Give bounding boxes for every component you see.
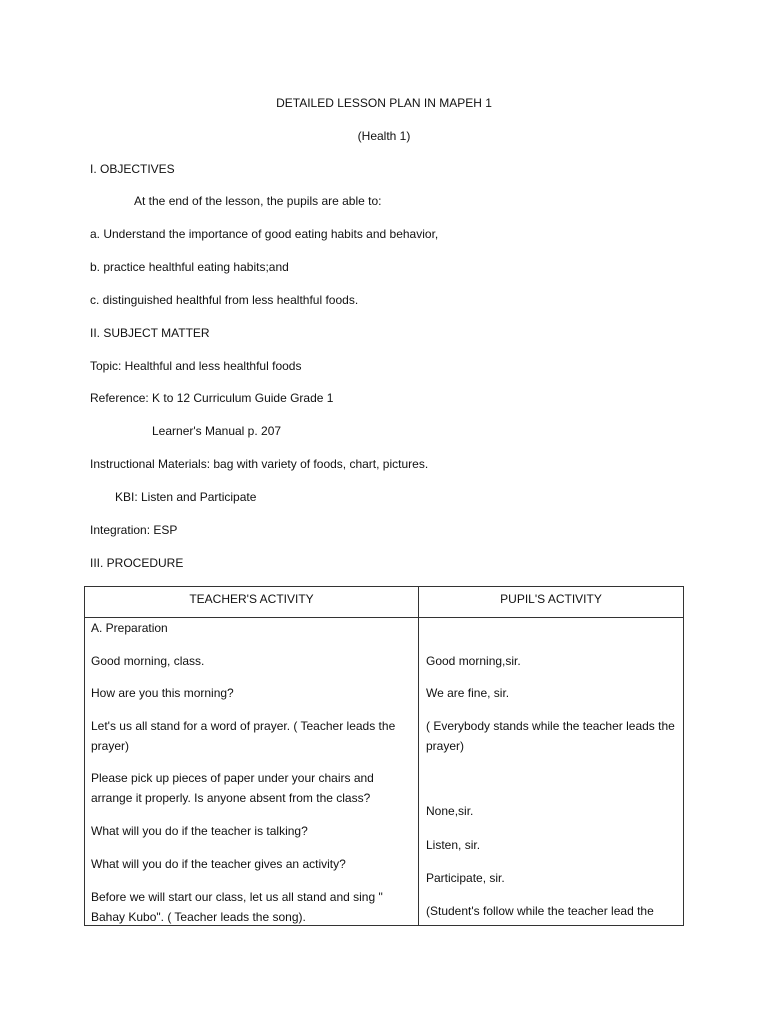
document-title: DETAILED LESSON PLAN IN MAPEH 1 [276,96,492,110]
pupil-row: Listen, sir. [426,838,481,852]
teacher-row: Good morning, class. [91,654,205,668]
objectives-heading: I. OBJECTIVES [90,162,175,176]
kbi-line: KBI: Listen and Participate [115,490,257,504]
pupil-activity-header: PUPIL'S ACTIVITY [500,592,602,606]
teacher-row: What will you do if the teacher is talking? [91,824,308,838]
integration-line: Integration: ESP [90,523,178,537]
teacher-row: Before we will start our class, let us all stand and sing " Bahay Kubo". ( Teacher leads the song). [91,890,383,924]
objective-b: b. practice healthful eating habits;and [90,260,289,274]
teacher-row: How are you this morning? [91,686,234,700]
objectives-intro: At the end of the lesson, the pupils are able to: [134,194,382,208]
table-column-divider [418,587,419,925]
procedure-heading: III. PROCEDURE [90,556,184,570]
teacher-row: A. Preparation [91,621,168,635]
topic-line: Topic: Healthful and less healthful foods [90,359,302,373]
teacher-row: Please pick up pieces of paper under your chairs and arrange it properly. Is anyone absent from the class? [91,771,374,805]
subject-heading: II. SUBJECT MATTER [90,326,210,340]
pupil-row: Good morning,sir. [426,654,521,668]
teacher-row: What will you do if the teacher gives an activity? [91,857,346,871]
pupil-row: Participate, sir. [426,871,505,885]
objective-a: a. Understand the importance of good eating habits and behavior, [90,227,439,241]
pupil-row: We are fine, sir. [426,686,510,700]
pupil-row: (Student's follow while the teacher lead the [426,904,654,918]
reference-manual-line: Learner's Manual p. 207 [152,424,282,438]
teacher-row: Let's us all stand for a word of prayer. ( Teacher leads the prayer) [91,719,396,753]
document-subtitle: (Health 1) [357,129,411,143]
objective-c: c. distinguished healthful from less healthful foods. [90,293,359,307]
pupil-row: ( Everybody stands while the teacher leads the prayer) [426,719,675,753]
teacher-activity-header: TEACHER'S ACTIVITY [189,592,314,606]
procedure-table [84,586,684,926]
materials-line: Instructional Materials: bag with variety of foods, chart, pictures. [90,457,429,471]
table-header-divider [85,617,683,618]
pupil-row: None,sir. [426,804,474,818]
reference-line: Reference: K to 12 Curriculum Guide Grade 1 [90,391,334,405]
